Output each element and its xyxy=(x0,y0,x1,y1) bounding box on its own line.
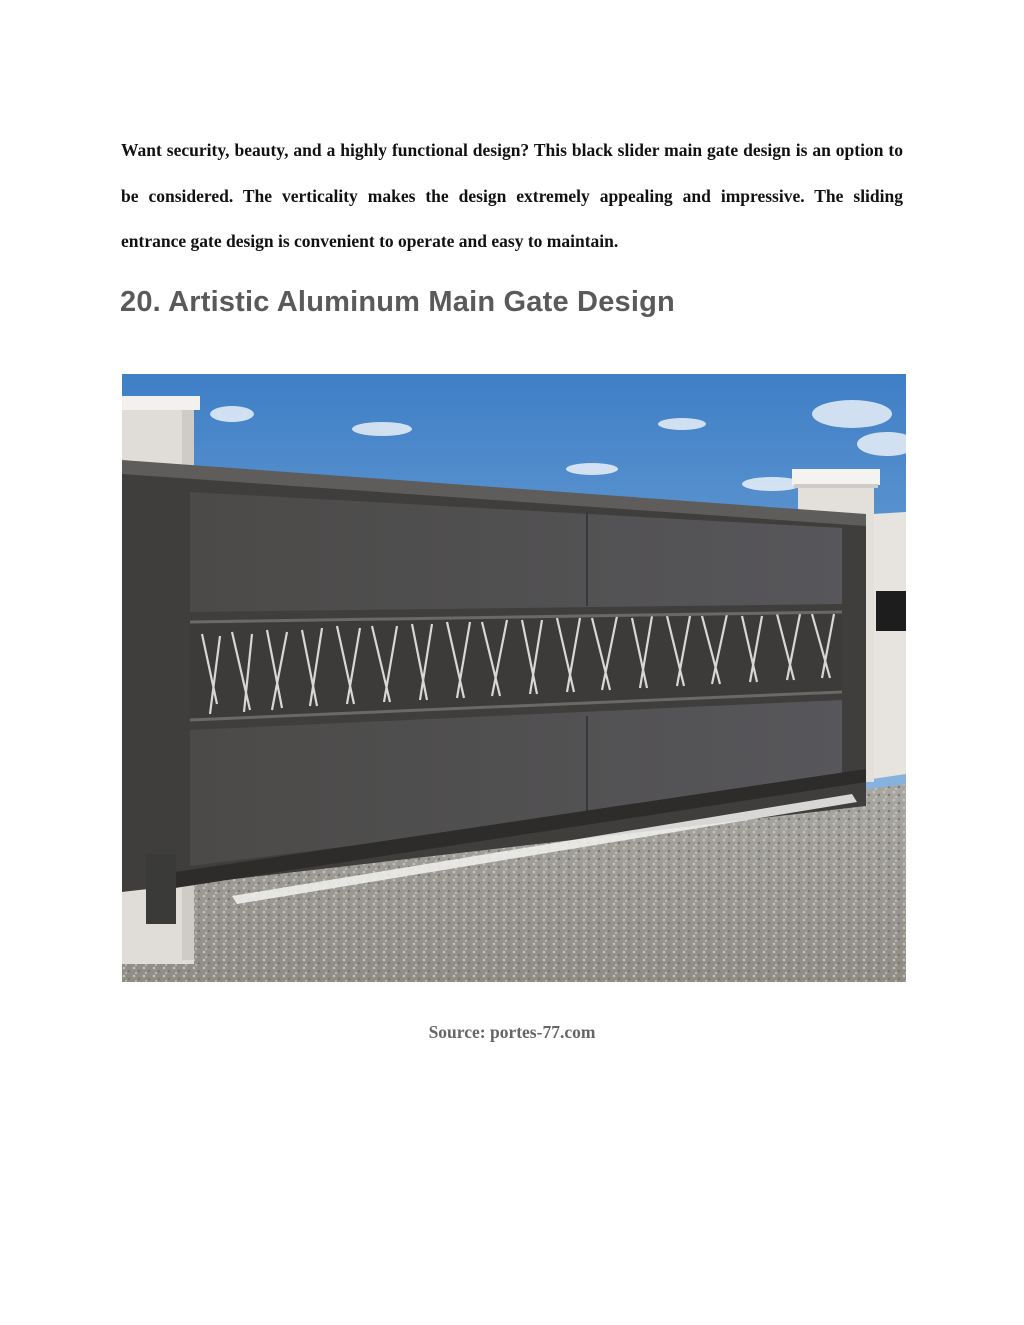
gate-motor xyxy=(146,854,176,924)
gate-photo xyxy=(122,374,906,982)
section-heading: 20. Artistic Aluminum Main Gate Design xyxy=(120,286,675,318)
intro-paragraph: Want security, beauty, and a highly functional design? This black slider main gate design is an option to be considered. The verticality makes the design extremely appealing and impressive. The sliding entrance gate design is convenient to operate and easy to maintain. xyxy=(121,140,903,251)
right-wall xyxy=(872,512,906,779)
image-source-caption: Source: portes-77.com xyxy=(428,1022,596,1042)
mailbox xyxy=(876,591,906,631)
